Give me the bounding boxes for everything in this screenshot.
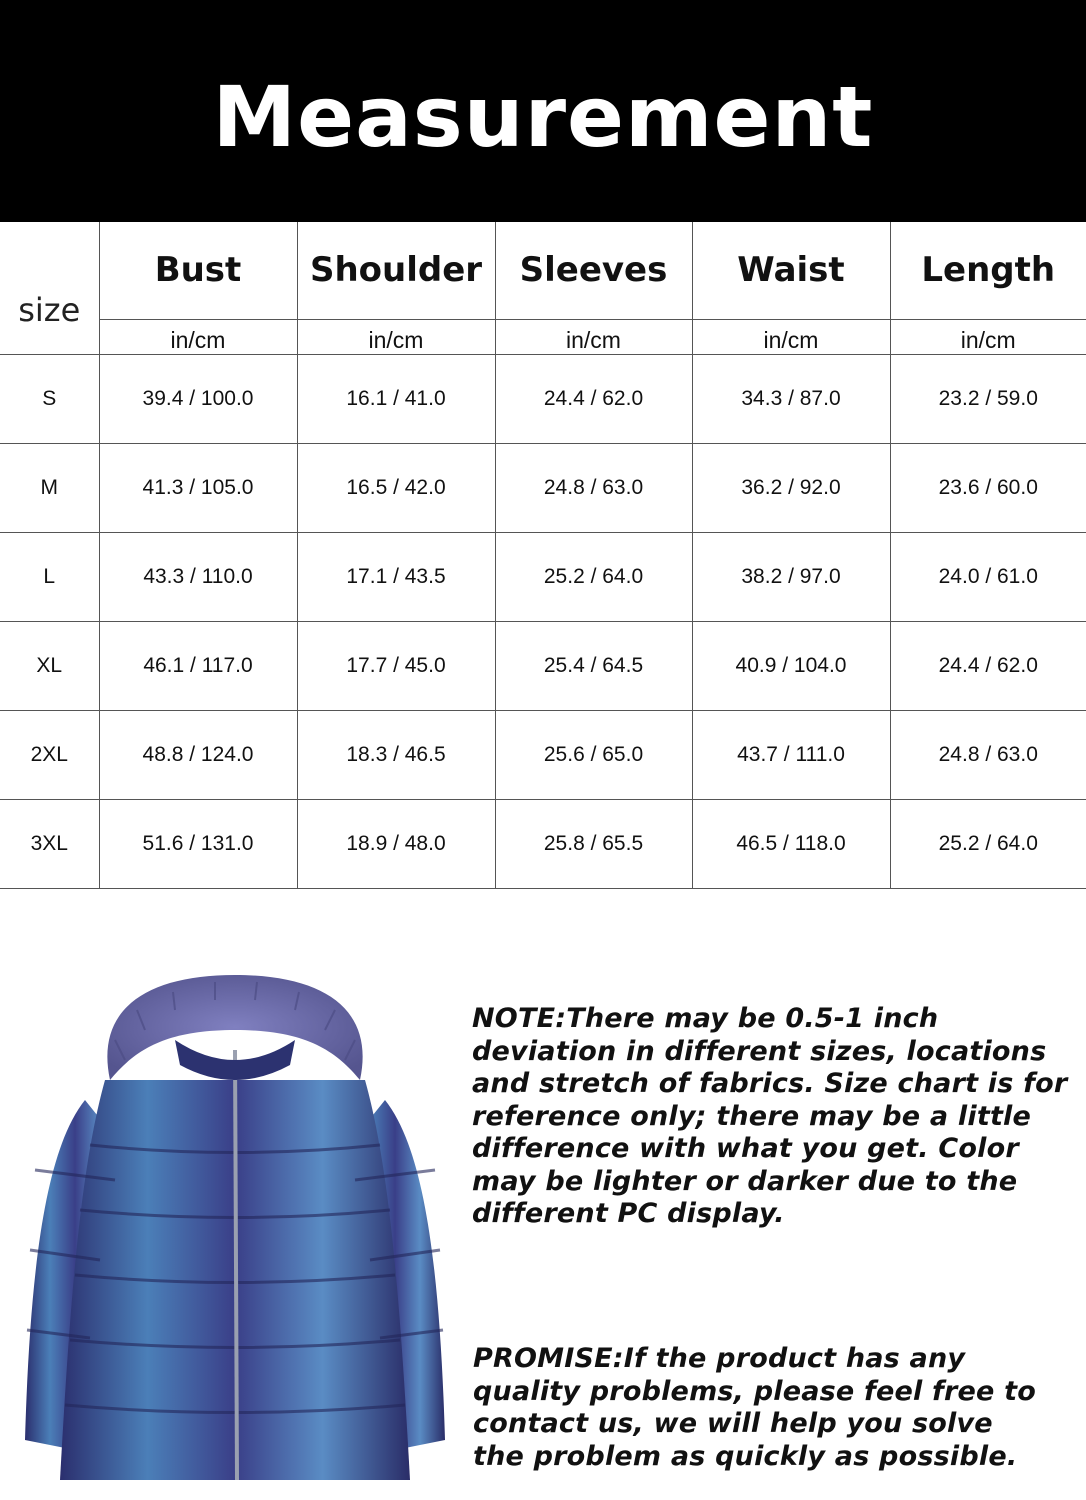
measurement-cell: 18.9 / 48.0 (297, 799, 495, 888)
measurement-cell: 18.3 / 46.5 (297, 710, 495, 799)
size-column-header: size (0, 222, 99, 354)
table-row (0, 443, 1086, 532)
note-line: and stretch of fabrics. Size chart is for (472, 1068, 1068, 1099)
measurement-cell: 36.2 / 92.0 (692, 443, 890, 532)
measurement-cell: 25.6 / 65.0 (495, 710, 692, 799)
measurement-cell: 17.1 / 43.5 (297, 532, 495, 621)
column-header-waist: Waist (692, 222, 890, 319)
note-line: different PC display. (472, 1198, 785, 1229)
measurement-cell: 16.1 / 41.0 (297, 354, 495, 443)
promise-line: PROMISE:If the product has any (473, 1343, 966, 1374)
measurement-cell: 25.2 / 64.0 (890, 799, 1086, 888)
measurement-cell: 48.8 / 124.0 (99, 710, 297, 799)
table-row (0, 710, 1086, 799)
measurement-cell: 43.3 / 110.0 (99, 532, 297, 621)
note-line: NOTE:There may be 0.5-1 inch (472, 1003, 939, 1034)
column-header-sleeves: Sleeves (495, 222, 692, 319)
puffer-jacket-icon (15, 970, 455, 1495)
size-cell: S (0, 354, 99, 443)
page-title: Measurement (212, 68, 874, 166)
note-line: may be lighter or darker due to the (472, 1165, 1018, 1197)
measurement-cell: 24.8 / 63.0 (890, 710, 1086, 799)
size-cell: M (0, 443, 99, 532)
measurement-cell: 17.7 / 45.0 (297, 621, 495, 710)
measurement-cell: 16.5 / 42.0 (297, 443, 495, 532)
unit-row (0, 319, 1086, 354)
measurement-cell: 24.4 / 62.0 (890, 621, 1086, 710)
measurement-cell: 23.2 / 59.0 (890, 354, 1086, 443)
unit-label: in/cm (890, 319, 1086, 354)
column-header-shoulder: Shoulder (297, 222, 495, 319)
table-header-row (0, 222, 1086, 319)
promise-line: the problem as quickly as possible. (473, 1440, 1018, 1472)
measurement-cell: 25.8 / 65.5 (495, 799, 692, 888)
table-row (0, 621, 1086, 710)
measurement-cell: 25.4 / 64.5 (495, 621, 692, 710)
measurement-cell: 23.6 / 60.0 (890, 443, 1086, 532)
note-line: deviation in different sizes, locations (472, 1035, 1047, 1067)
measurement-cell: 43.7 / 111.0 (692, 710, 890, 799)
measurement-cell: 24.4 / 62.0 (495, 354, 692, 443)
promise-text (473, 1343, 1073, 1473)
unit-label: in/cm (297, 319, 495, 354)
unit-label: in/cm (99, 319, 297, 354)
size-cell: XL (0, 621, 99, 710)
measurement-cell: 46.1 / 117.0 (99, 621, 297, 710)
column-header-length: Length (890, 222, 1086, 319)
measurement-cell: 40.9 / 104.0 (692, 621, 890, 710)
size-chart-table (0, 222, 1086, 889)
measurement-cell: 24.0 / 61.0 (890, 532, 1086, 621)
product-image (15, 970, 455, 1495)
measurement-cell: 34.3 / 87.0 (692, 354, 890, 443)
size-cell: 2XL (0, 710, 99, 799)
table-row (0, 799, 1086, 888)
note-line: reference only; there may be a little (472, 1100, 1032, 1132)
unit-label: in/cm (495, 319, 692, 354)
promise-line: contact us, we will help you solve (473, 1408, 993, 1439)
measurement-cell: 46.5 / 118.0 (692, 799, 890, 888)
size-cell: L (0, 532, 99, 621)
column-header-bust: Bust (99, 222, 297, 319)
measurement-cell: 25.2 / 64.0 (495, 532, 692, 621)
title-banner (0, 0, 1086, 222)
measurement-cell: 41.3 / 105.0 (99, 443, 297, 532)
measurement-cell: 51.6 / 131.0 (99, 799, 297, 888)
promise-line: quality problems, please feel free to (473, 1375, 1036, 1407)
note-line: difference with what you get. Color (472, 1133, 1019, 1164)
size-cell: 3XL (0, 799, 99, 888)
table-row (0, 532, 1086, 621)
measurement-cell: 24.8 / 63.0 (495, 443, 692, 532)
measurement-cell: 39.4 / 100.0 (99, 354, 297, 443)
table-row (0, 354, 1086, 443)
unit-label: in/cm (692, 319, 890, 354)
note-text (472, 1003, 1072, 1231)
measurement-cell: 38.2 / 97.0 (692, 532, 890, 621)
